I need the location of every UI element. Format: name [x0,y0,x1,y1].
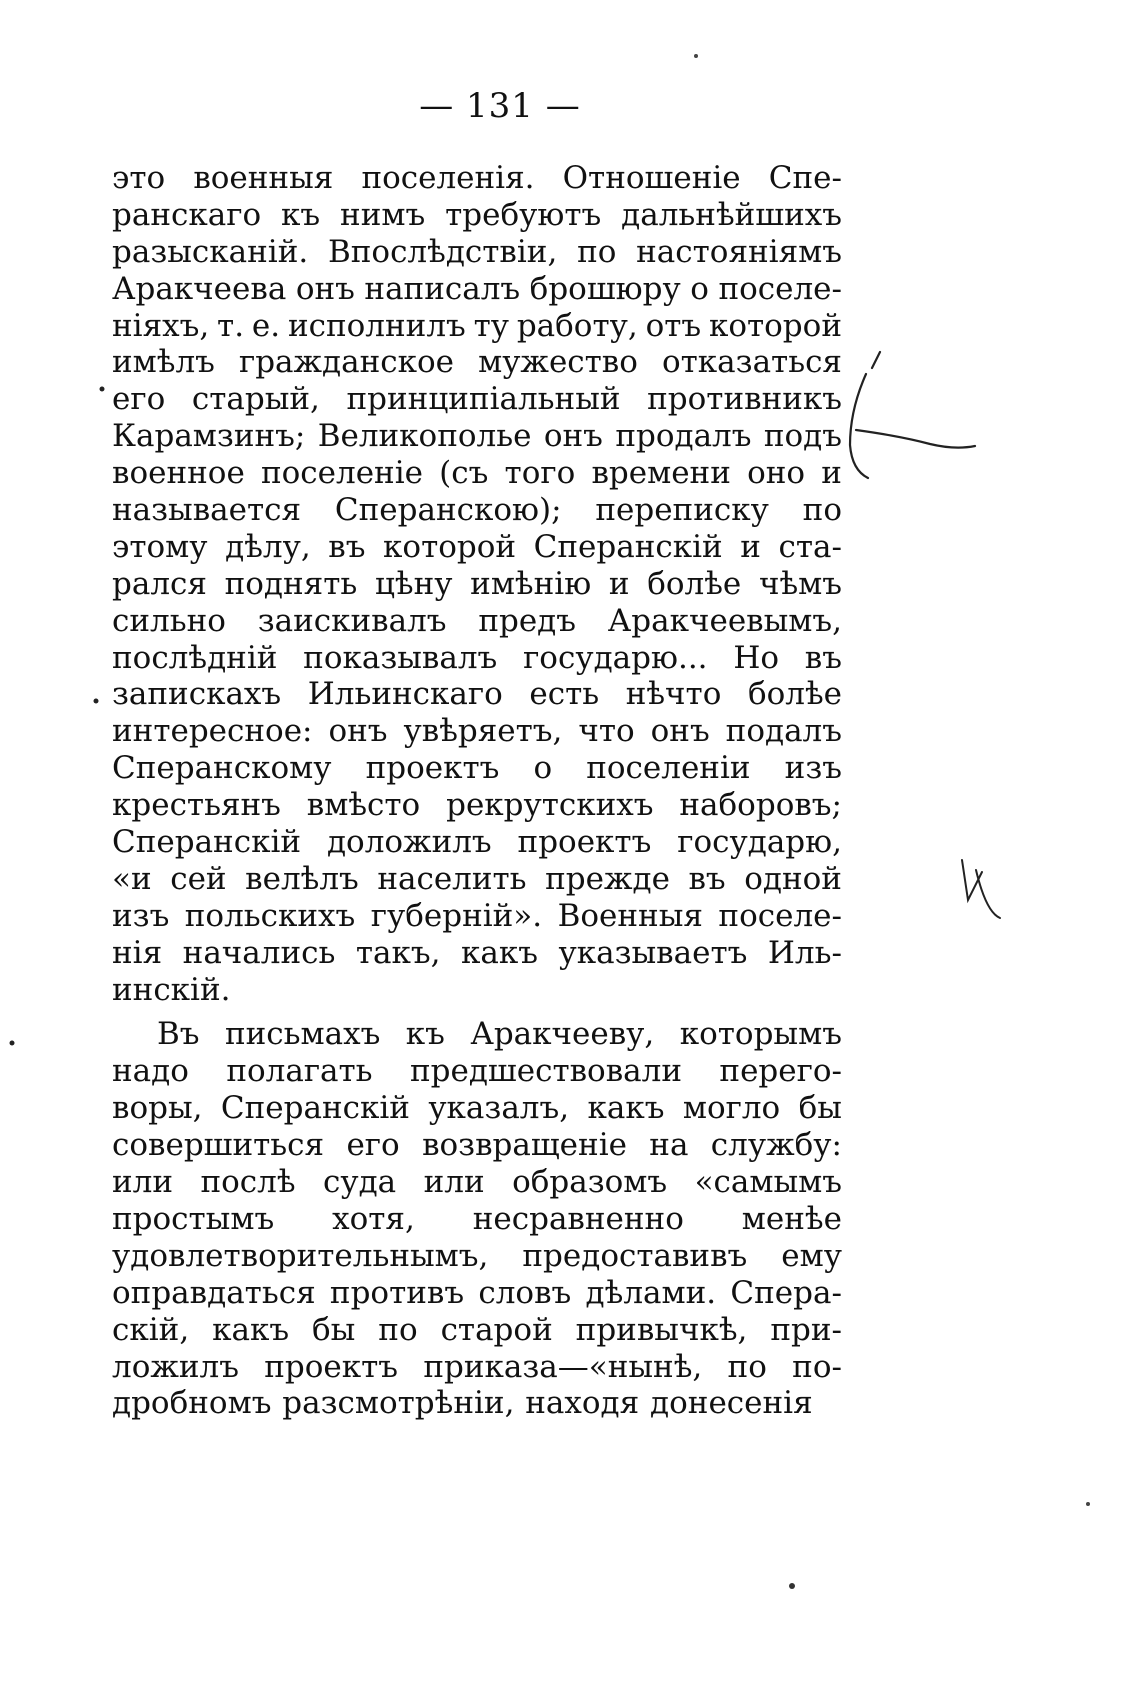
text-line: нія начались такъ, какъ указываетъ Иль- [112,934,842,971]
text-line: Аракчеева онъ написалъ брошюру о поселе- [112,270,842,307]
text-line: воры, Сперанскій указалъ, какъ могло бы [112,1090,842,1127]
text-line: «и сей велѣлъ населить прежде въ одной [112,860,842,897]
text-line: ранскаго къ нимъ требуютъ дальнѣйшихъ [112,196,842,233]
text-line: простымъ хотя, несравненно менѣе [112,1200,842,1237]
stray-dot [789,1583,795,1589]
text-line: его старый, принципіальный противникъ [112,381,842,418]
text-line: совершиться его возвращеніе на службу: [112,1127,842,1164]
text-line: называется Сперанскою); переписку по [112,492,842,529]
text-line: имѣлъ гражданское мужество отказаться [112,344,842,381]
paragraph-2 [112,1016,842,1422]
stray-dot [694,54,698,58]
text-line: оправдаться противъ словъ дѣлами. Спера- [112,1274,842,1311]
text-line: дробномъ разсмотрѣніи, находя донесенія [112,1385,813,1422]
paragraph-1 [112,160,842,1008]
stray-dot [1086,1502,1090,1506]
stray-dot [100,387,105,392]
text-line: или послѣ суда или образомъ «самымъ [112,1164,842,1201]
text-line: надо полагать предшествовали перего- [112,1053,842,1090]
text-line: это военныя поселенія. Отношеніе Спе- [112,160,842,196]
text-line: этому дѣлу, въ которой Сперанскій и ста- [112,528,842,565]
text-line: изъ польскихъ губерній». Военныя поселе- [112,897,842,934]
stray-dot [10,1041,15,1046]
text-line: ложилъ проектъ приказа—«нынѣ, по по- [112,1348,842,1385]
text-line: военное поселеніе (съ того времени оно и [112,455,842,492]
margin-check-mark [962,860,1000,918]
text-line: интересное: онъ увѣряетъ, что онъ подалъ [112,713,842,750]
text-line: послѣдній показывалъ государю... Но въ [112,639,842,676]
text-line: ніяхъ, т. е. исполнилъ ту работу, отъ которой [112,307,842,344]
stray-dot [94,699,99,704]
text-line: Въ письмахъ къ Аракчееву, которымъ [157,1016,842,1053]
text-line: Сперанскому проектъ о поселеніи изъ [112,750,842,787]
text-line: Сперанскій доложилъ проектъ государю, [112,824,842,861]
text-line: крестьянъ вмѣсто рекрутскихъ наборовъ; [112,787,842,824]
text-line: запискахъ Ильинскаго есть нѣчто болѣе [112,676,842,713]
text-line: удовлетворительнымъ, предоставивъ ему [112,1237,842,1274]
text-line: рался поднять цѣну имѣнію и болѣе чѣмъ [112,565,842,602]
text-line: сильно заискивалъ предъ Аракчеевымъ, [112,602,842,639]
text-line: скій, какъ бы по старой привычкѣ, при- [112,1311,842,1348]
margin-bracket-mark [850,352,880,478]
text-line: Карамзинъ; Великополье онъ продалъ подъ [112,418,842,455]
margin-line-mark [856,430,975,448]
text-line: инскій. [112,971,231,1008]
paragraph-gap [112,1008,842,1016]
body-text [112,160,842,1422]
text-line: разысканій. Впослѣдствіи, по настояніямъ [112,233,842,270]
page-number: — 131 — [419,86,581,126]
